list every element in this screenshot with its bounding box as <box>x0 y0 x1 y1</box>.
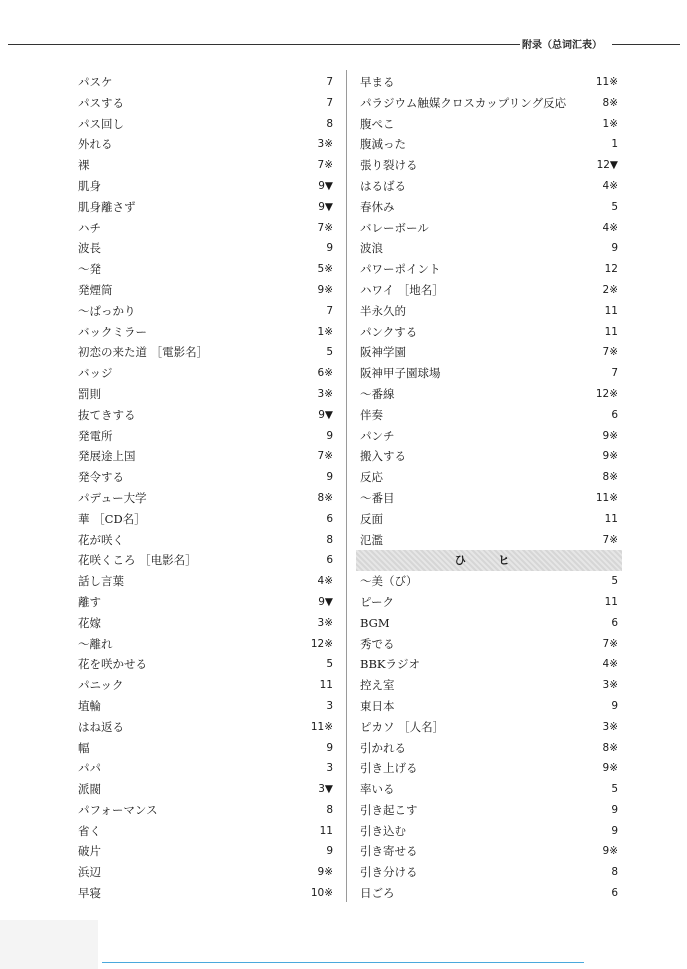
vocab-entry <box>78 342 333 363</box>
vocab-term: 外れる <box>78 137 113 152</box>
vocab-entry <box>360 93 618 114</box>
vocab-term: 裸 <box>78 158 90 173</box>
lesson-number: 7※ <box>602 346 618 359</box>
vocab-entry <box>360 446 618 467</box>
lesson-number: 11 <box>319 679 333 692</box>
vocab-entry <box>78 550 333 571</box>
lesson-number: 5 <box>611 575 618 588</box>
vocab-term: 春休み <box>360 199 395 214</box>
vocab-entry <box>360 384 618 405</box>
vocab-entry <box>360 114 618 135</box>
column-divider <box>346 70 347 902</box>
vocab-entry <box>78 738 333 759</box>
lesson-number: 9 <box>326 242 333 255</box>
lesson-number: 12※ <box>595 387 618 400</box>
lesson-number: 7※ <box>317 159 333 172</box>
vocab-entry <box>360 717 618 738</box>
lesson-number: 9▼ <box>318 179 333 192</box>
vocab-term: 早寝 <box>78 886 101 901</box>
lesson-number: 9※ <box>602 762 618 775</box>
lesson-number: 9▼ <box>318 200 333 213</box>
vocab-entry <box>78 93 333 114</box>
vocab-entry <box>360 675 618 696</box>
vocab-term: パデュー大学 <box>78 490 147 505</box>
vocab-entry <box>360 509 618 530</box>
vocab-term: 控え室 <box>360 678 395 693</box>
vocab-entry <box>78 883 333 904</box>
running-head: 附录（总词汇表） <box>522 40 602 51</box>
lesson-number: 9 <box>611 699 618 712</box>
vocab-term: 抜てきする <box>78 407 136 422</box>
vocab-entry <box>360 613 618 634</box>
lesson-number: 9 <box>326 429 333 442</box>
lesson-number: 9 <box>326 471 333 484</box>
vocab-entry <box>360 800 618 821</box>
lesson-number: 11 <box>604 595 618 608</box>
vocab-term: ～発 <box>78 262 101 277</box>
vocab-entry <box>360 634 618 655</box>
vocab-entry <box>78 218 333 239</box>
lesson-number: 12※ <box>310 637 333 650</box>
vocab-entry <box>78 259 333 280</box>
lesson-number: 2※ <box>602 283 618 296</box>
vocab-entry <box>78 446 333 467</box>
lesson-number: 7※ <box>317 450 333 463</box>
lesson-number: 6 <box>326 512 333 525</box>
vocab-entry <box>360 280 618 301</box>
vocab-term: 花が咲く <box>78 532 124 547</box>
vocab-entry <box>78 238 333 259</box>
vocab-entry <box>78 488 333 509</box>
vocab-entry <box>360 530 618 551</box>
vocab-entry <box>78 197 333 218</box>
lesson-number: 9 <box>326 845 333 858</box>
vocab-entry <box>360 821 618 842</box>
vocab-entry <box>360 72 618 93</box>
lesson-number: 7※ <box>602 637 618 650</box>
vocab-entry <box>78 301 333 322</box>
header-rule-right <box>612 44 680 45</box>
lesson-number: 9※ <box>602 429 618 442</box>
vocab-entry <box>360 197 618 218</box>
vocab-term: はね返る <box>78 719 124 734</box>
vocab-term: 省く <box>78 823 101 838</box>
lesson-number: 6 <box>611 616 618 629</box>
vocab-entry <box>78 114 333 135</box>
vocab-entry <box>78 613 333 634</box>
vocab-term: パス回し <box>78 116 124 131</box>
lesson-number: 3※ <box>602 679 618 692</box>
lesson-number: 9※ <box>317 283 333 296</box>
vocab-entry <box>360 488 618 509</box>
lesson-number: 4※ <box>602 658 618 671</box>
lesson-number: 4※ <box>602 221 618 234</box>
lesson-number: 11※ <box>310 720 333 733</box>
footer-rule <box>102 962 584 963</box>
vocab-entry <box>360 259 618 280</box>
vocab-entry <box>78 426 333 447</box>
vocab-term: 反応 <box>360 470 383 485</box>
vocab-entry <box>360 176 618 197</box>
vocab-entry <box>78 841 333 862</box>
vocab-term: 早まる <box>360 75 395 89</box>
vocab-entry <box>78 530 333 551</box>
vocab-term: 派閥 <box>78 782 101 797</box>
vocab-term: ハワイ ［地名］ <box>360 282 444 297</box>
header-rule-left <box>8 44 520 45</box>
vocab-term: パラジウム触媒クロスカップリング反応 <box>360 95 567 110</box>
vocab-entry <box>360 467 618 488</box>
lesson-number: 6 <box>326 554 333 567</box>
lesson-number: 11 <box>319 824 333 837</box>
lesson-number: 3 <box>326 699 333 712</box>
vocab-term: 発煙筒 <box>78 282 113 297</box>
lesson-number: 5 <box>326 658 333 671</box>
vocab-entry <box>78 821 333 842</box>
lesson-number: 8 <box>326 533 333 546</box>
lesson-number: 9※ <box>317 866 333 879</box>
vocab-term: 腹減った <box>360 137 406 152</box>
lesson-number: 3▼ <box>318 783 333 796</box>
vocab-entry <box>78 800 333 821</box>
vocab-term: 破片 <box>78 844 101 859</box>
vocab-term: 華 ［CD名］ <box>78 511 146 526</box>
vocab-entry <box>78 467 333 488</box>
vocab-column-left <box>78 72 333 904</box>
vocab-term: 引き起こす <box>360 802 418 817</box>
lesson-number: 5 <box>326 346 333 359</box>
lesson-number: 5※ <box>317 263 333 276</box>
lesson-number: 9※ <box>602 845 618 858</box>
vocab-term: 氾濫 <box>360 532 383 547</box>
vocab-term: パパ <box>78 761 101 776</box>
vocab-term: 伴奏 <box>360 407 383 422</box>
vocab-term: 花嫁 <box>78 615 101 630</box>
lesson-number: 11 <box>604 512 618 525</box>
lesson-number: 1※ <box>602 117 618 130</box>
vocab-term: パワーポイント <box>360 262 441 277</box>
vocab-entry <box>360 155 618 176</box>
vocab-entry <box>360 696 618 717</box>
lesson-number: 10※ <box>310 887 333 900</box>
vocab-term: 罰則 <box>78 386 101 401</box>
vocab-term: 幅 <box>78 740 90 755</box>
vocab-term: パンチ <box>360 428 395 443</box>
lesson-number: 12 <box>604 263 618 276</box>
vocab-entry <box>360 571 618 592</box>
lesson-number: 9※ <box>602 450 618 463</box>
lesson-number: 11 <box>604 325 618 338</box>
vocab-entry <box>360 426 618 447</box>
lesson-number: 6 <box>611 887 618 900</box>
vocab-entry <box>360 405 618 426</box>
lesson-number: 7 <box>326 304 333 317</box>
vocab-term: 花を咲かせる <box>78 657 147 672</box>
vocab-entry <box>360 841 618 862</box>
lesson-number: 9 <box>611 242 618 255</box>
vocab-entry <box>360 862 618 883</box>
vocab-entry <box>78 134 333 155</box>
vocab-entry <box>78 717 333 738</box>
lesson-number: 3 <box>326 762 333 775</box>
section-heading: ひ ヒ <box>356 550 622 571</box>
lesson-number: 9 <box>326 741 333 754</box>
vocab-term: 腹ぺこ <box>360 116 395 131</box>
vocab-entry <box>78 571 333 592</box>
vocab-term: BGM <box>360 615 390 630</box>
vocab-term: ～番目 <box>360 490 395 505</box>
vocab-term: 率いる <box>360 782 395 797</box>
vocab-entry <box>360 238 618 259</box>
vocab-entry <box>78 384 333 405</box>
vocab-term: 花咲くころ ［电影名］ <box>78 553 197 568</box>
vocab-term: 引き込む <box>360 823 406 838</box>
lesson-number: 7※ <box>602 533 618 546</box>
lesson-number: 3※ <box>602 720 618 733</box>
vocab-term: ハチ <box>78 220 101 235</box>
lesson-number: 8※ <box>602 741 618 754</box>
vocab-entry <box>78 758 333 779</box>
vocab-term: 浜辺 <box>78 865 101 880</box>
vocab-term: 発令する <box>78 470 124 485</box>
vocab-term: 阪神学園 <box>360 345 406 360</box>
lesson-number: 3※ <box>317 138 333 151</box>
vocab-entry <box>360 883 618 904</box>
vocab-term: 反面 <box>360 511 383 526</box>
vocab-entry <box>78 322 333 343</box>
vocab-entry <box>78 862 333 883</box>
lesson-number: 11※ <box>595 76 618 88</box>
vocab-entry <box>78 155 333 176</box>
vocab-term: 引き分ける <box>360 865 418 880</box>
vocab-term: ～番線 <box>360 386 395 401</box>
vocab-term: バックミラー <box>78 324 147 339</box>
lesson-number: 8※ <box>602 471 618 484</box>
vocab-entry <box>78 592 333 613</box>
vocab-term: 引き上げる <box>360 761 418 776</box>
vocab-entry <box>360 738 618 759</box>
vocab-term: 埴輪 <box>78 698 101 713</box>
lesson-number: 7 <box>326 76 333 88</box>
vocab-entry <box>360 779 618 800</box>
vocab-entry <box>78 675 333 696</box>
vocab-column-right <box>360 72 618 904</box>
vocab-term: パフォーマンス <box>78 802 158 817</box>
lesson-number: 9▼ <box>318 408 333 421</box>
vocab-entry <box>360 322 618 343</box>
vocab-term: 阪神甲子園球場 <box>360 366 441 381</box>
lesson-number: 9 <box>611 824 618 837</box>
lesson-number: 8 <box>326 117 333 130</box>
lesson-number: 4※ <box>317 575 333 588</box>
vocab-term: 発電所 <box>78 428 113 443</box>
vocab-term: はるばる <box>360 178 406 193</box>
vocab-term: 波長 <box>78 241 101 256</box>
vocab-entry <box>360 758 618 779</box>
vocab-term: 引かれる <box>360 740 406 755</box>
lesson-number: 6※ <box>317 367 333 380</box>
vocab-entry <box>78 634 333 655</box>
vocab-term: パニック <box>78 678 124 693</box>
lesson-number: 8※ <box>317 491 333 504</box>
vocab-term: ピーク <box>360 594 395 609</box>
lesson-number: 5 <box>611 200 618 213</box>
scan-shadow <box>0 920 98 969</box>
lesson-number: 9 <box>611 803 618 816</box>
lesson-number: 7 <box>326 96 333 109</box>
vocab-term: 話し言葉 <box>78 574 124 589</box>
lesson-number: 7 <box>611 367 618 380</box>
lesson-number: 3※ <box>317 616 333 629</box>
vocab-term: パスケ <box>78 75 113 89</box>
vocab-term: BBKラジオ <box>360 657 420 672</box>
lesson-number: 12▼ <box>596 159 618 172</box>
vocab-term: 離す <box>78 594 101 609</box>
vocab-entry <box>360 218 618 239</box>
lesson-number: 11 <box>604 304 618 317</box>
lesson-number: 8 <box>611 866 618 879</box>
vocab-term: 搬入する <box>360 449 406 464</box>
vocab-entry <box>360 342 618 363</box>
vocab-term: ～離れ <box>78 636 113 651</box>
vocab-term: 半永久的 <box>360 303 406 318</box>
vocab-entry <box>78 779 333 800</box>
vocab-entry <box>78 509 333 530</box>
vocab-entry <box>78 72 333 93</box>
lesson-number: 8 <box>326 803 333 816</box>
vocab-term: パンクする <box>360 324 418 339</box>
vocab-term: 初恋の来た道 ［電影名］ <box>78 345 209 360</box>
vocab-term: 日ごろ <box>360 886 395 901</box>
lesson-number: 1※ <box>317 325 333 338</box>
vocab-term: パスする <box>78 95 124 110</box>
lesson-number: 9▼ <box>318 595 333 608</box>
vocab-term: 東日本 <box>360 698 395 713</box>
lesson-number: 5 <box>611 783 618 796</box>
vocab-term: バレーボール <box>360 220 429 235</box>
vocab-entry <box>78 280 333 301</box>
vocab-term: ピカソ ［人名］ <box>360 719 445 734</box>
vocab-entry <box>360 654 618 675</box>
lesson-number: 4※ <box>602 179 618 192</box>
vocab-entry <box>360 301 618 322</box>
vocab-entry <box>78 654 333 675</box>
lesson-number: 7※ <box>317 221 333 234</box>
vocab-entry <box>360 592 618 613</box>
vocab-entry <box>360 363 618 384</box>
lesson-number: 11※ <box>595 491 618 504</box>
vocab-entry <box>78 696 333 717</box>
vocab-entry <box>78 176 333 197</box>
vocab-term: 波浪 <box>360 241 383 256</box>
vocab-term: 張り裂ける <box>360 158 418 173</box>
vocab-term: ～美（び） <box>360 574 418 589</box>
vocab-term: 発展途上国 <box>78 449 136 464</box>
lesson-number: 8※ <box>602 96 618 109</box>
lesson-number: 6 <box>611 408 618 421</box>
vocab-entry <box>78 363 333 384</box>
vocab-term: 引き寄せる <box>360 844 418 859</box>
vocab-entry <box>78 405 333 426</box>
lesson-number: 1 <box>611 138 618 151</box>
vocab-term: バッジ <box>78 366 113 381</box>
vocab-term: 秀でる <box>360 636 395 651</box>
vocab-term: 肌身離さず <box>78 199 136 214</box>
vocab-term: ～ぱっかり <box>78 303 136 318</box>
lesson-number: 3※ <box>317 387 333 400</box>
vocab-term: 肌身 <box>78 178 101 193</box>
vocab-entry <box>360 134 618 155</box>
